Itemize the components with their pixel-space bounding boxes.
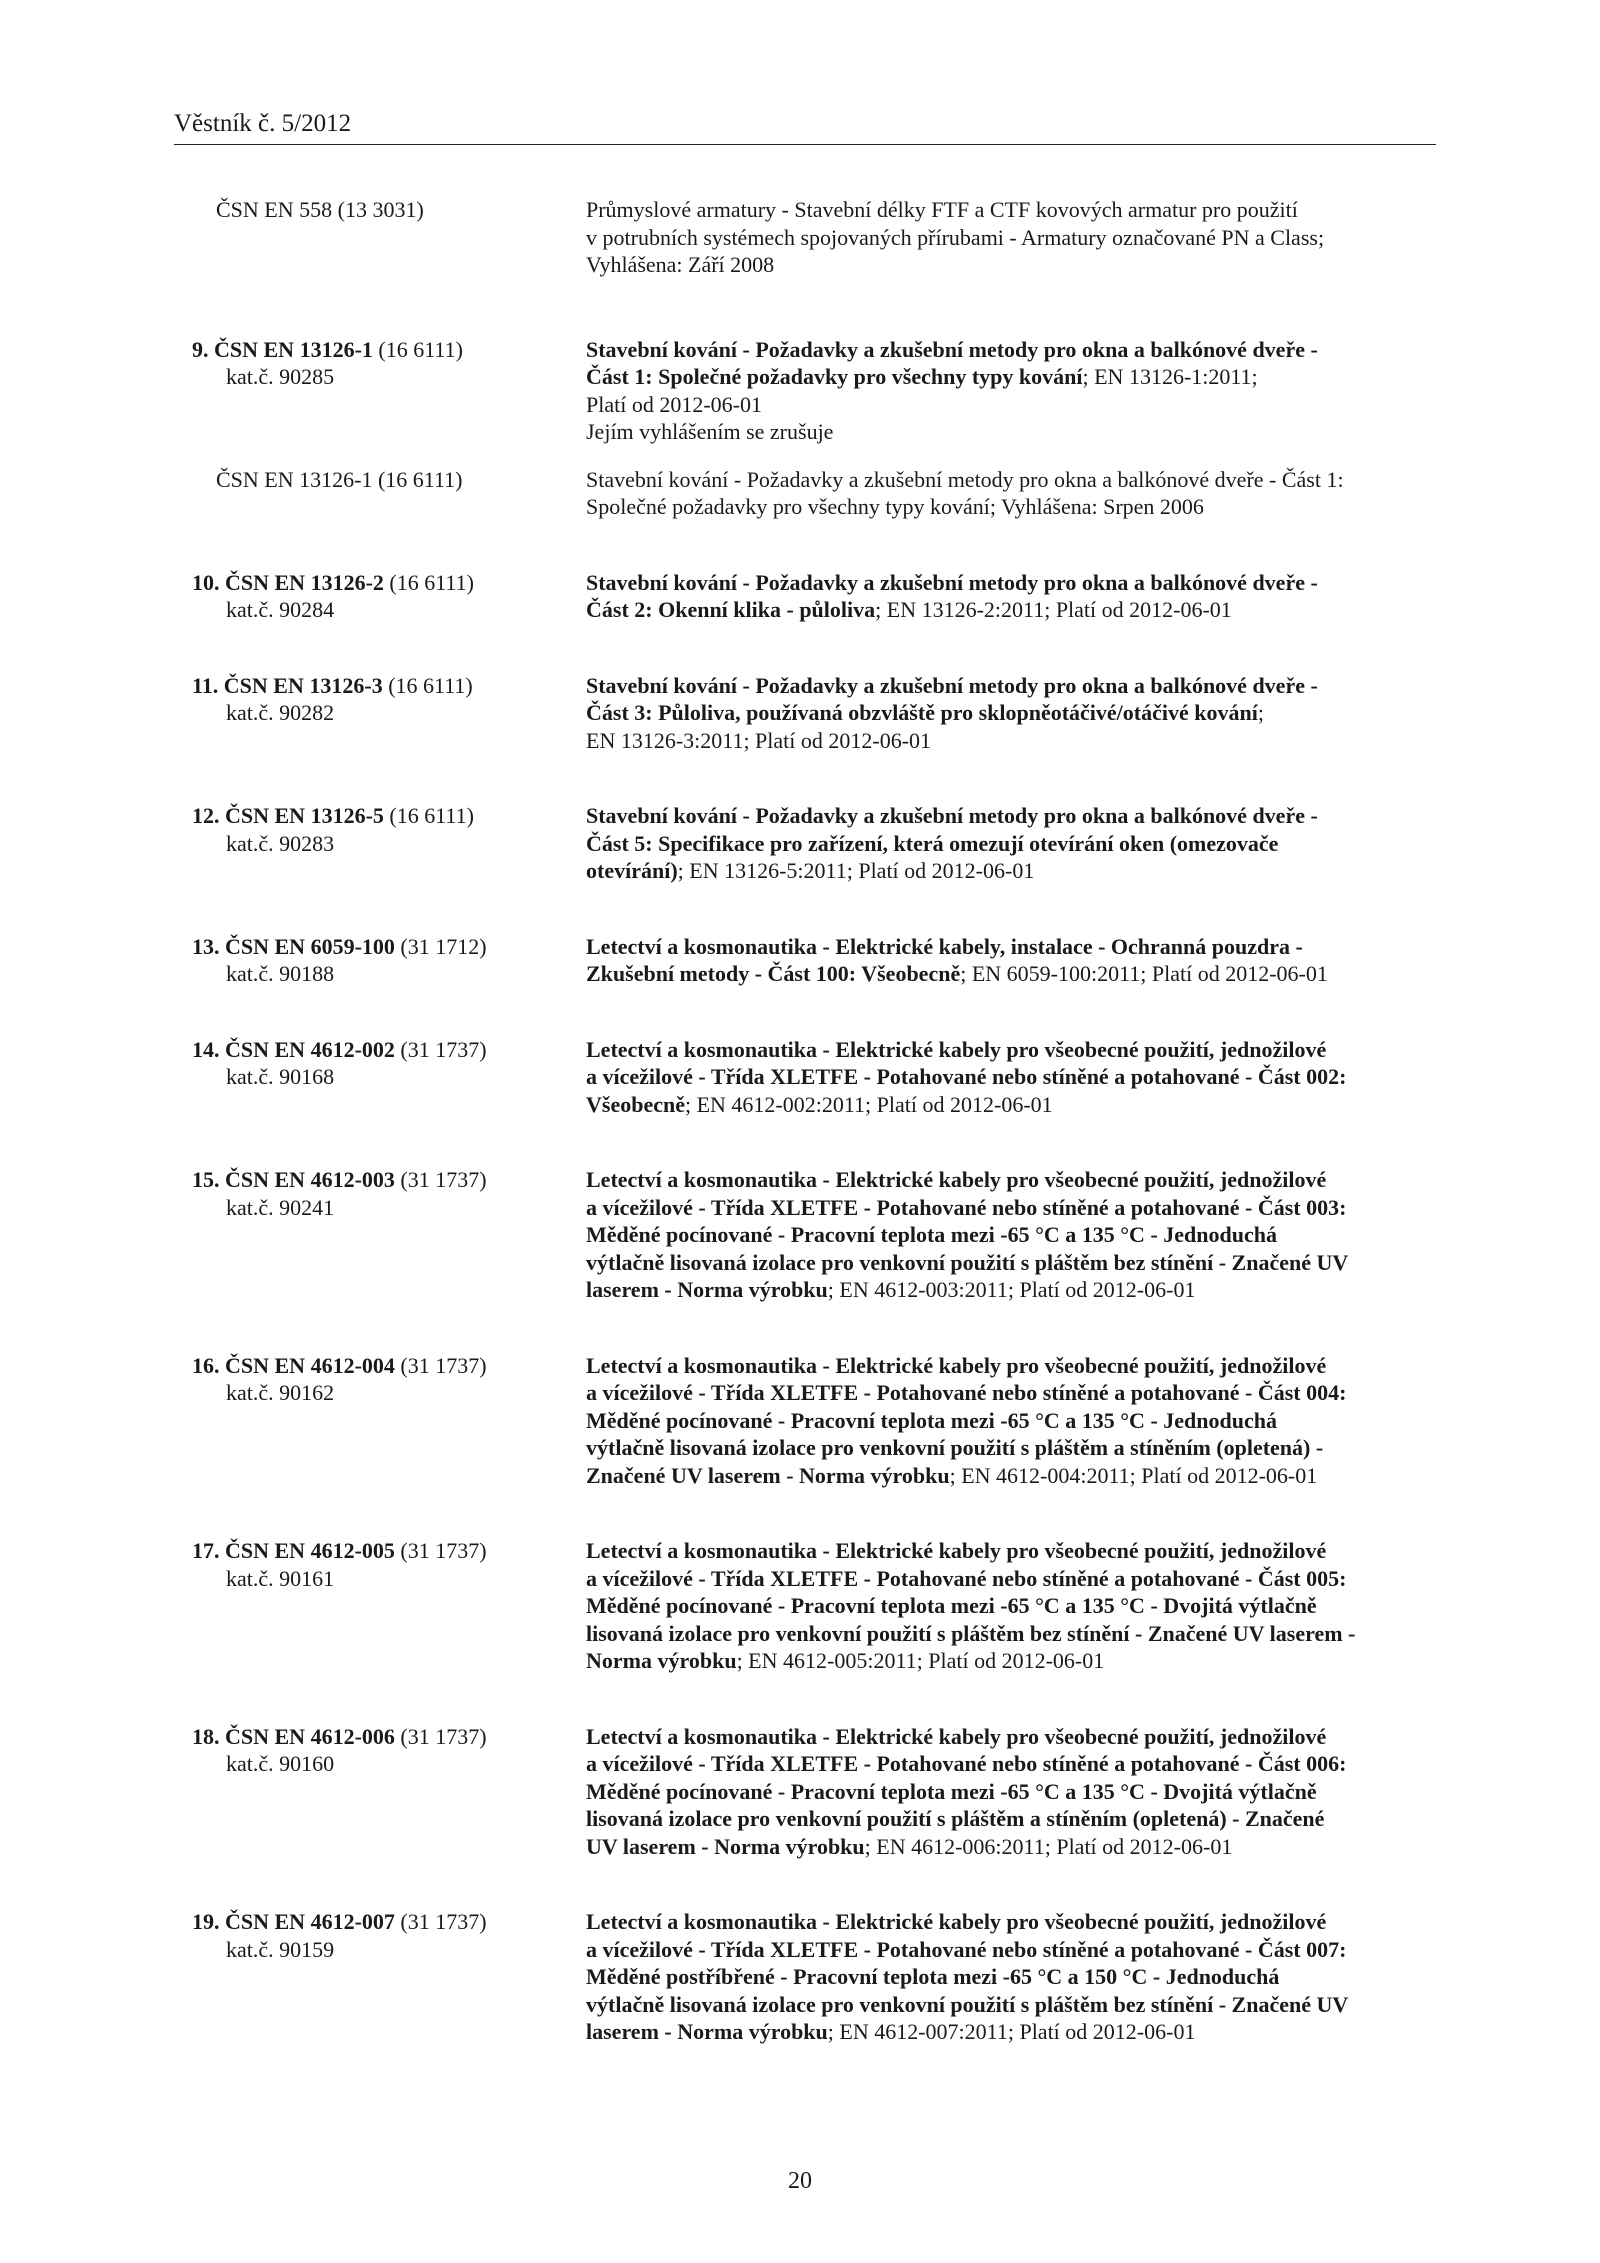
classification-code: (16 6111)	[377, 466, 463, 492]
description-line	[586, 1537, 1436, 1565]
standard-code: ČSN EN 4612-006	[225, 1723, 395, 1749]
description-title-text: Část 3: Půloliva, používaná obzvláště pro sklopněotáčivé/otáčivé kování	[586, 700, 1258, 725]
description-line	[586, 1462, 1436, 1490]
description-line	[586, 933, 1436, 961]
page-number: 20	[788, 2168, 812, 2194]
standard-entry	[174, 802, 1436, 885]
standard-description	[586, 336, 1436, 446]
description-line	[586, 1778, 1436, 1806]
standard-description	[586, 1537, 1436, 1675]
standard-code-line	[174, 672, 586, 700]
description-detail-text: ; EN 13126-2:2011; Platí od 2012-06-01	[875, 597, 1232, 622]
description-line	[586, 391, 1436, 419]
catalog-number: kat.č. 90160	[226, 1751, 335, 1776]
standard-code-line	[174, 196, 586, 224]
description-line	[586, 1434, 1436, 1462]
catalog-number: kat.č. 90241	[226, 1194, 335, 1220]
entry-number: 17.	[192, 1538, 220, 1563]
standard-code-line	[174, 466, 586, 494]
entry-number: 9.	[192, 336, 209, 362]
classification-code: (31 1712)	[400, 933, 487, 959]
description-line	[586, 1592, 1436, 1620]
description-detail-text: Jejím vyhlášením se zrušuje	[586, 419, 834, 444]
description-line	[586, 1805, 1436, 1833]
standard-entry	[174, 933, 1436, 988]
description-title-text: UV laserem - Norma výrobku	[586, 1833, 865, 1859]
description-title-text: Letectví a kosmonautika - Elektrické kabely, instalace - Ochranná pouzdra -	[586, 933, 1303, 959]
description-line	[586, 1833, 1436, 1861]
catalog-number: kat.č. 90285	[226, 364, 335, 389]
description-detail-text: ; EN 13126-5:2011; Platí od 2012-06-01	[677, 858, 1035, 883]
description-line	[586, 1194, 1436, 1222]
description-title-text: a vícežilové - Třída XLETFE - Potahované nebo stíněné a potahované - Část 005:	[586, 1565, 1347, 1591]
description-title-text: Letectví a kosmonautika - Elektrické kabely pro všeobecné použití, jednožilové	[586, 1909, 1327, 1934]
description-line	[586, 1647, 1436, 1675]
description-title-text: a vícežilové - Třída XLETFE - Potahované nebo stíněné a potahované - Část 004:	[586, 1380, 1347, 1405]
standard-entry	[174, 1352, 1436, 1490]
description-title-text: Letectví a kosmonautika - Elektrické kabely pro všeobecné použití, jednožilové	[586, 1723, 1327, 1749]
description-title-text: Letectví a kosmonautika - Elektrické kabely pro všeobecné použití, jednožilové	[586, 1538, 1327, 1563]
description-line	[586, 1379, 1436, 1407]
description-line	[586, 699, 1436, 727]
description-line	[586, 727, 1436, 755]
description-line	[586, 1723, 1436, 1751]
description-title-text: laserem - Norma výrobku	[586, 1277, 828, 1302]
classification-code: (31 1737)	[400, 1909, 487, 1934]
standard-code-line	[174, 336, 586, 364]
description-title-text: Stavební kování - Požadavky a zkušební metody pro okna a balkónové dveře -	[586, 803, 1318, 828]
description-title-text: Měděné pocínované - Pracovní teplota mezi -65 °C a 135 °C - Jednoduchá	[586, 1407, 1277, 1433]
standard-id-column	[174, 336, 586, 391]
description-detail-text: Platí od 2012-06-01	[586, 391, 762, 417]
description-line	[586, 1565, 1436, 1593]
description-detail-text: ; EN 4612-007:2011; Platí od 2012-06-01	[827, 2019, 1196, 2044]
catalog-number: kat.č. 90162	[226, 1380, 335, 1405]
description-title-text: Letectví a kosmonautika - Elektrické kabely pro všeobecné použití, jednožilové	[586, 1167, 1327, 1192]
entry-number: 12.	[192, 803, 220, 828]
standard-id-column	[174, 1537, 586, 1592]
standard-entry	[174, 196, 1436, 279]
description-detail-text: ; EN 6059-100:2011; Platí od 2012-06-01	[960, 961, 1328, 986]
standard-code-line	[174, 1166, 586, 1194]
standard-code: ČSN EN 13126-3	[223, 672, 383, 698]
standard-entry	[174, 1537, 1436, 1675]
standard-id-column	[174, 569, 586, 624]
description-line	[586, 1063, 1436, 1091]
description-title-text: a vícežilové - Třída XLETFE - Potahované nebo stíněné a potahované - Část 003:	[586, 1194, 1347, 1220]
description-line	[586, 1249, 1436, 1277]
standard-description	[586, 933, 1436, 988]
standard-description	[586, 466, 1436, 521]
classification-code: (31 1737)	[400, 1538, 487, 1563]
description-line	[586, 418, 1436, 446]
standard-description	[586, 672, 1436, 755]
description-title-text: Všeobecně	[586, 1091, 685, 1117]
description-line	[586, 1276, 1436, 1304]
page-header	[174, 108, 1436, 145]
standard-code: ČSN EN 13126-1	[214, 336, 373, 362]
standard-code-line	[174, 1908, 586, 1936]
standard-id-column	[174, 1036, 586, 1091]
standard-code-line	[174, 569, 586, 597]
description-line	[586, 830, 1436, 858]
description-line	[586, 493, 1436, 521]
description-line	[586, 363, 1436, 391]
standard-description	[586, 1723, 1436, 1861]
description-title-text: Letectví a kosmonautika - Elektrické kabely pro všeobecné použití, jednožilové	[586, 1036, 1327, 1062]
description-line	[586, 1407, 1436, 1435]
standard-id-column	[174, 466, 586, 494]
description-line	[586, 1091, 1436, 1119]
classification-code: (13 3031)	[337, 197, 424, 222]
description-detail-text: ; EN 4612-006:2011; Platí od 2012-06-01	[864, 1833, 1233, 1859]
description-detail-text: Stavební kování - Požadavky a zkušební metody pro okna a balkónové dveře - Část 1:	[586, 466, 1344, 492]
description-title-text: výtlačně lisovaná izolace pro venkovní použití s pláštěm a stíněním (opletená) -	[586, 1435, 1324, 1460]
description-detail-text: v potrubních systémech spojovaných přírubami - Armatury označované PN a Class;	[586, 224, 1325, 250]
description-title-text: a vícežilové - Třída XLETFE - Potahované nebo stíněné a potahované - Část 002:	[586, 1064, 1347, 1089]
description-title-text: otevírání)	[586, 858, 678, 883]
standard-code: ČSN EN 4612-002	[225, 1036, 395, 1062]
standard-code-line	[174, 933, 586, 961]
description-line	[586, 1221, 1436, 1249]
standard-entry	[174, 466, 1436, 521]
standard-entry	[174, 569, 1436, 624]
description-title-text: lisovaná izolace pro venkovní použití s pláštěm a stíněním (opletená) - Značené	[586, 1806, 1325, 1831]
classification-code: (31 1737)	[400, 1352, 487, 1378]
description-line	[586, 960, 1436, 988]
description-line	[586, 196, 1436, 224]
standard-id-column	[174, 672, 586, 727]
entry-number: 18.	[192, 1723, 220, 1749]
description-title-text: Letectví a kosmonautika - Elektrické kabely pro všeobecné použití, jednožilové	[586, 1352, 1327, 1378]
entry-number: 19.	[192, 1909, 220, 1934]
description-detail-text: ; EN 4612-002:2011; Platí od 2012-06-01	[684, 1091, 1053, 1117]
entry-number: 13.	[192, 933, 220, 959]
catalog-number: kat.č. 90188	[226, 961, 335, 986]
description-line	[586, 1936, 1436, 1964]
catalog-number: kat.č. 90282	[226, 700, 335, 725]
description-title-text: Stavební kování - Požadavky a zkušební metody pro okna a balkónové dveře -	[586, 672, 1318, 698]
standard-code: ČSN EN 4612-005	[225, 1538, 395, 1563]
standard-code: ČSN EN 13126-2	[225, 569, 384, 595]
description-line	[586, 1352, 1436, 1380]
description-detail-text: Průmyslové armatury - Stavební délky FTF a CTF kovových armatur pro použití	[586, 197, 1298, 222]
standard-entry	[174, 336, 1436, 446]
description-detail-text: Vyhlášena: Září 2008	[586, 252, 775, 277]
standard-code-line	[174, 1723, 586, 1751]
standard-id-column	[174, 1908, 586, 1963]
standard-entry	[174, 1166, 1436, 1304]
catalog-number: kat.č. 90161	[226, 1565, 335, 1591]
standard-entry	[174, 672, 1436, 755]
standard-entry	[174, 1908, 1436, 2046]
page-header-title: Věstník č. 5/2012	[174, 110, 352, 137]
description-title-text: Zkušební metody - Část 100: Všeobecně	[586, 961, 961, 986]
description-title-text: Stavební kování - Požadavky a zkušební metody pro okna a balkónové dveře -	[586, 569, 1318, 595]
description-line	[586, 857, 1436, 885]
description-title-text: výtlačně lisovaná izolace pro venkovní použití s pláštěm bez stínění - Značené UV	[586, 1991, 1349, 2017]
standard-code: ČSN EN 13126-1	[216, 466, 373, 492]
description-title-text: laserem - Norma výrobku	[586, 2019, 828, 2044]
standard-code: ČSN EN 4612-004	[225, 1352, 395, 1378]
description-detail-text: ; EN 13126-1:2011;	[1082, 364, 1258, 389]
description-title-text: Měděné pocínované - Pracovní teplota mezi -65 °C a 135 °C - Dvojitá výtlačně	[586, 1593, 1317, 1618]
description-title-text: Část 5: Specifikace pro zařízení, která omezují otevírání oken (omezovače	[586, 830, 1279, 856]
description-title-text: Část 1: Společné požadavky pro všechny typy kování	[586, 364, 1083, 389]
description-line	[586, 336, 1436, 364]
description-title-text: výtlačně lisovaná izolace pro venkovní použití s pláštěm bez stínění - Značené UV	[586, 1249, 1349, 1275]
description-line	[586, 251, 1436, 279]
standard-code-line	[174, 1537, 586, 1565]
standard-description	[586, 1036, 1436, 1119]
catalog-number: kat.č. 90168	[226, 1064, 335, 1089]
standard-id-column	[174, 933, 586, 988]
description-line	[586, 1036, 1436, 1064]
entry-number: 15.	[192, 1167, 220, 1192]
standard-code: ČSN EN 6059-100	[225, 933, 395, 959]
description-title-text: Měděné pocínované - Pracovní teplota mezi -65 °C a 135 °C - Dvojitá výtlačně	[586, 1778, 1317, 1804]
classification-code: (16 6111)	[378, 336, 463, 362]
standard-entry	[174, 1723, 1436, 1861]
description-detail-text: ; EN 4612-003:2011; Platí od 2012-06-01	[827, 1277, 1196, 1302]
classification-code: (16 6111)	[389, 569, 474, 595]
description-line	[586, 1991, 1436, 2019]
description-line	[586, 1963, 1436, 1991]
standard-code-line	[174, 1036, 586, 1064]
standard-id-column	[174, 1723, 586, 1778]
description-title-text: Měděné pocínované - Pracovní teplota mezi -65 °C a 135 °C - Jednoduchá	[586, 1222, 1277, 1247]
entry-number: 11.	[192, 672, 219, 698]
standards-list	[174, 196, 1436, 2046]
description-line	[586, 672, 1436, 700]
description-detail-text: ;	[1257, 700, 1264, 725]
standard-code-line	[174, 1352, 586, 1380]
description-detail-text: ; EN 4612-005:2011; Platí od 2012-06-01	[736, 1648, 1105, 1673]
standard-code: ČSN EN 4612-003	[225, 1167, 395, 1192]
standard-description	[586, 1352, 1436, 1490]
standard-entry	[174, 1036, 1436, 1119]
classification-code: (16 6111)	[389, 803, 474, 828]
description-line	[586, 802, 1436, 830]
classification-code: (31 1737)	[400, 1723, 487, 1749]
classification-code: (31 1737)	[400, 1036, 487, 1062]
description-title-text: Část 2: Okenní klika - půloliva	[586, 597, 876, 622]
description-line	[586, 224, 1436, 252]
description-title-text: Měděné postříbřené - Pracovní teplota mezi -65 °C a 150 °C - Jednoduchá	[586, 1964, 1280, 1989]
entry-number: 16.	[192, 1352, 220, 1378]
standard-code-line	[174, 802, 586, 830]
description-title-text: Značené UV laserem - Norma výrobku	[586, 1462, 950, 1488]
classification-code: (16 6111)	[388, 672, 473, 698]
standard-code: ČSN EN 558	[216, 197, 333, 222]
catalog-number: kat.č. 90283	[226, 830, 335, 856]
entry-number: 10.	[192, 569, 220, 595]
standard-description	[586, 1908, 1436, 2046]
catalog-number: kat.č. 90159	[226, 1936, 335, 1962]
catalog-number: kat.č. 90284	[226, 597, 335, 622]
standard-code: ČSN EN 4612-007	[225, 1909, 395, 1934]
description-line	[586, 1750, 1436, 1778]
description-title-text: a vícežilové - Třída XLETFE - Potahované nebo stíněné a potahované - Část 006:	[586, 1751, 1347, 1776]
description-line	[586, 1166, 1436, 1194]
standard-id-column	[174, 196, 586, 224]
description-title-text: Stavební kování - Požadavky a zkušební metody pro okna a balkónové dveře -	[586, 336, 1318, 362]
description-line	[586, 1908, 1436, 1936]
standard-code: ČSN EN 13126-5	[225, 803, 384, 828]
description-title-text: Norma výrobku	[586, 1648, 737, 1673]
description-detail-text: EN 13126-3:2011; Platí od 2012-06-01	[586, 727, 932, 753]
description-detail-text: ; EN 4612-004:2011; Platí od 2012-06-01	[949, 1462, 1318, 1488]
standard-description	[586, 802, 1436, 885]
standard-id-column	[174, 802, 586, 857]
description-line	[586, 2018, 1436, 2046]
description-line	[586, 569, 1436, 597]
description-detail-text: Společné požadavky pro všechny typy kování; Vyhlášena: Srpen 2006	[586, 494, 1204, 519]
standard-id-column	[174, 1166, 586, 1221]
standard-description	[586, 1166, 1436, 1304]
description-title-text: a vícežilové - Třída XLETFE - Potahované nebo stíněné a potahované - Část 007:	[586, 1936, 1347, 1962]
description-title-text: lisovaná izolace pro venkovní použití s pláštěm bez stínění - Značené UV laserem -	[586, 1620, 1356, 1646]
classification-code: (31 1737)	[400, 1167, 487, 1192]
standard-description	[586, 569, 1436, 624]
standard-id-column	[174, 1352, 586, 1407]
standard-description	[586, 196, 1436, 279]
description-line	[586, 1620, 1436, 1648]
description-line	[586, 466, 1436, 494]
entry-number: 14.	[192, 1036, 220, 1062]
description-line	[586, 596, 1436, 624]
